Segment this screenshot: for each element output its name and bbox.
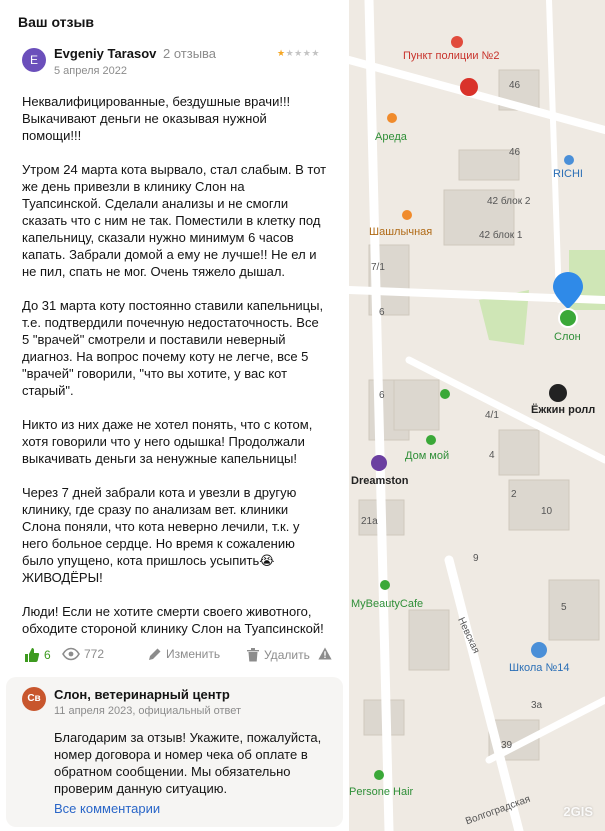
- star-icon: ★: [277, 48, 286, 58]
- police-station-icon[interactable]: [460, 78, 478, 96]
- house-number: 10: [541, 506, 553, 517]
- police-icon[interactable]: [451, 36, 463, 48]
- delete-button[interactable]: [246, 647, 310, 662]
- map-label-slon[interactable]: Слон: [554, 331, 581, 343]
- review-actions: [22, 647, 334, 665]
- star-icon: ★: [294, 48, 303, 58]
- edit-label: Изменить: [166, 647, 221, 661]
- star-icon: ★: [285, 48, 295, 58]
- store-icon[interactable]: [426, 435, 436, 445]
- star-icon: ★: [302, 48, 312, 58]
- reply-meta: 11 апреля 2023, официальный ответ: [54, 705, 242, 717]
- house-number: 3а: [531, 700, 543, 711]
- map-label-mybeauty[interactable]: MyBeautyCafe: [351, 598, 424, 610]
- building: [394, 380, 439, 430]
- paw-icon[interactable]: [440, 389, 450, 399]
- pencil-icon: [148, 647, 162, 661]
- scissors-icon[interactable]: [380, 580, 390, 590]
- house-number: 2: [511, 489, 517, 500]
- map-label-ezhkin[interactable]: Ёжкин ролл: [531, 404, 596, 416]
- review-date: 5 апреля 2022: [54, 65, 128, 77]
- map-label-school[interactable]: Школа №14: [509, 662, 570, 674]
- views-counter: [62, 647, 104, 661]
- trash-icon: [246, 647, 260, 662]
- review-text: [22, 93, 327, 637]
- edit-button[interactable]: [148, 647, 220, 661]
- house-number: 39: [501, 740, 513, 751]
- clinic-name[interactable]: Слон, ветеринарный центр: [54, 687, 230, 702]
- building: [549, 580, 599, 640]
- like-button[interactable]: [24, 647, 51, 663]
- fork-icon[interactable]: [402, 210, 412, 220]
- map-label-dom-moy[interactable]: Дом мой: [405, 450, 450, 462]
- school-icon[interactable]: [531, 642, 547, 658]
- star-icon: ★: [311, 48, 320, 58]
- rating-stars: [277, 48, 320, 59]
- author-reviews-count: 2 отзыва: [163, 46, 217, 61]
- road: [549, 0, 559, 300]
- scissors-icon[interactable]: [374, 770, 384, 780]
- house-number: 5: [561, 602, 567, 613]
- house-number: 6: [379, 307, 385, 318]
- eye-icon: [62, 647, 80, 661]
- author-name[interactable]: Evgeniy Tarasov: [54, 46, 157, 61]
- map-view[interactable]: [349, 0, 605, 831]
- warning-icon: [318, 647, 332, 660]
- delete-label: Удалить: [264, 647, 310, 662]
- author-avatar[interactable]: E: [22, 48, 46, 72]
- review-paragraph: Утром 24 марта кота вырвало, стал слабым. В тот же день привезли в клинику Слон на Туапсинской. Сделали анализы и не смогли сказать что с ним не так. Поместили в клетку под капельницу, сказали нужно минимум 6 часов капать. Забрали домой а ему не лучше!! Не ел и не пил, спать не мог. Очень тяжело дышал.: [22, 162, 327, 279]
- unicorn-icon[interactable]: [371, 455, 387, 471]
- street-label-nevskaya: Невская: [455, 615, 482, 656]
- thumbs-up-icon: [24, 647, 40, 663]
- review-paragraph: Никто из них даже не хотел понять, что с котом, хотя говорили что у него одышка! Продолжали выкачивать деньги за ненужные капельницы!: [22, 417, 313, 466]
- map-watermark-logo: 2GIS: [563, 804, 593, 819]
- panel-title: Ваш отзыв: [18, 14, 95, 30]
- map-label-police[interactable]: Пункт полиции №2: [403, 50, 500, 62]
- house-number: 42 блок 1: [479, 230, 523, 241]
- street-label-volgogradskaya: Волгоградская: [464, 793, 532, 828]
- map-label-shashlychnaya[interactable]: Шашлычная: [369, 226, 433, 238]
- map-label-richi[interactable]: RICHI: [553, 168, 583, 180]
- review-paragraph: Неквалифицированные, бездушные врачи!!! Выкачивают деньги не оказывая нужной помощи!!!: [22, 94, 291, 143]
- house-number: 7/1: [371, 262, 385, 273]
- reply-text: Благодарим за отзыв! Укажите, пожалуйста, номер договора и номер чека об оплате в обратном сообщении. Мы обязательно проверим данную ситуацию.: [54, 730, 322, 796]
- building: [509, 480, 569, 530]
- all-comments-link[interactable]: Все комментарии: [54, 801, 161, 816]
- house-number: 4/1: [485, 410, 499, 421]
- house-number: 21а: [361, 516, 378, 527]
- house-number: 46: [509, 147, 521, 158]
- review-author-row: [22, 46, 332, 80]
- clinic-avatar[interactable]: Св: [22, 687, 46, 711]
- restaurant-icon[interactable]: [387, 113, 397, 123]
- review-paragraph: Через 7 дней забрали кота и увезли в другую клинику, где сразу по анализам вет. клиники Слона поняли, что кота неверно лечили, т.к. у него больное сердце. Но время к сожалению было упущено, кота пришлось усыпить😭 ЖИВОДЁРЫ!: [22, 485, 300, 585]
- house-number: 42 блок 2: [487, 196, 531, 207]
- shop-icon[interactable]: [564, 155, 574, 165]
- sushi-icon[interactable]: [549, 384, 567, 402]
- road: [449, 560, 519, 831]
- review-paragraph: Люди! Если не хотите смерти своего животного, обходите стороной клинику Слон на Туапсинской!: [22, 604, 324, 636]
- house-number: 6: [379, 390, 385, 401]
- review-paragraph: До 31 марта коту постоянно ставили капельницы, т.е. подтвердили почечную недостаточность. Все 5 "врачей" смотрели и поставили неверный диагноз. На вопрос почему коту не легче, все 5 "врачей" говорили, "что вы хотите, у вас кот старый".: [22, 298, 324, 398]
- building: [409, 610, 449, 670]
- likes-count: 6: [44, 648, 51, 662]
- house-number: 4: [489, 450, 495, 461]
- building: [499, 430, 539, 475]
- views-count: 772: [84, 647, 105, 661]
- house-number: 9: [473, 553, 479, 564]
- map-label-dreamston[interactable]: Dreamston: [351, 475, 409, 487]
- map-label-persone[interactable]: Persone Hair: [349, 786, 414, 798]
- house-number: 46: [509, 80, 521, 91]
- report-button[interactable]: [318, 647, 332, 660]
- map-label-areda[interactable]: Ареда: [375, 131, 407, 143]
- official-reply: [6, 677, 343, 827]
